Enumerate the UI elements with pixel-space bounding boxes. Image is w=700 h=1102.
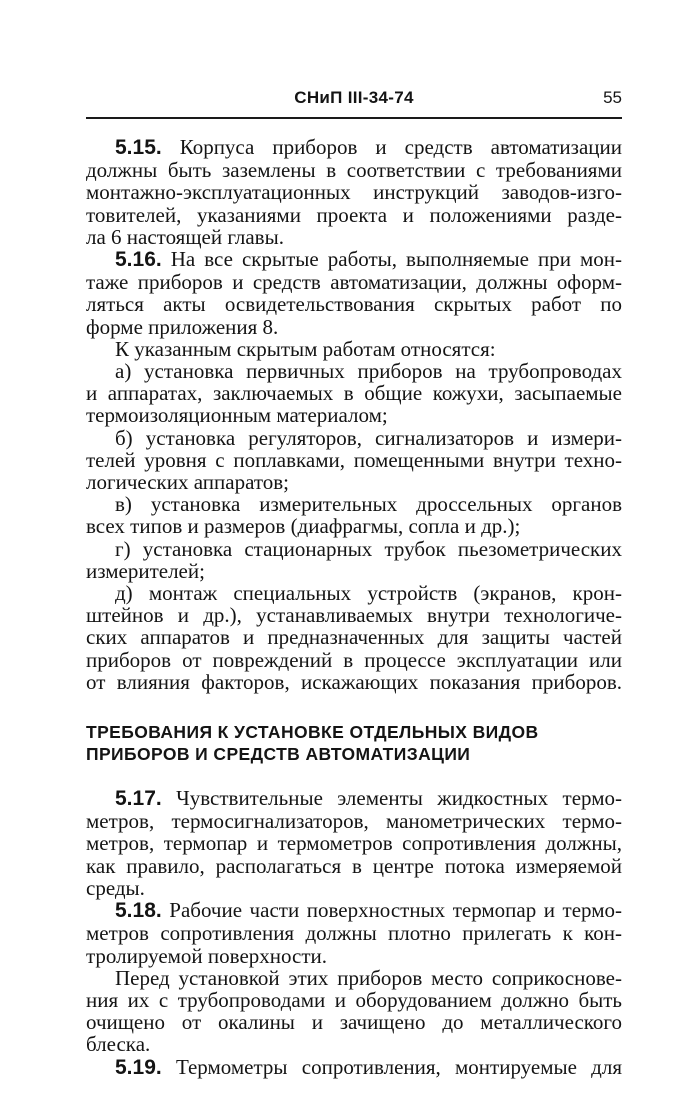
clause-number: 5.15. — [115, 136, 162, 159]
page-body — [86, 136, 622, 1079]
text-line: как правило, располагаться в центре потока измеряемой — [86, 853, 622, 878]
text-line: измерителей; — [86, 558, 205, 583]
list-item-d: д) монтаж специальных устройств (экранов, крон- — [115, 581, 622, 606]
list-item-v: в) установка измерительных дроссельных органов — [115, 492, 622, 517]
text-line: штейнов и др.), устанавливаемых внутри технологиче- — [86, 603, 622, 628]
clause-number: 5.19. — [115, 1055, 162, 1079]
text-line: Перед установкой этих приборов место соприкоснове- — [115, 965, 622, 990]
text-line: и аппаратах, заключаемых в общие кожухи, засыпаемые — [86, 381, 622, 406]
text-line: среды. — [86, 875, 145, 900]
text-span: Рабочие части поверхностных термопар и термо- — [169, 898, 623, 923]
text-line: метров, термосигнализаторов, манометрических термо- — [86, 809, 622, 834]
text-line — [86, 787, 622, 810]
text-line: очищено от окалины и зачищено до металлического — [86, 1010, 622, 1035]
text-line: всех типов и размеров (диафрагмы, сопла и др.); — [86, 514, 521, 539]
clause-number: 5.18. — [115, 899, 162, 923]
header-rule — [86, 117, 622, 119]
text-line: метров сопротивления должны плотно прилегать к кон- — [86, 921, 622, 946]
text-line: приборов от повреждений в процессе эксплуатации или — [86, 647, 622, 672]
text-line: товителей, указаниями проекта и положениями разде- — [86, 202, 622, 227]
page-header — [86, 88, 622, 114]
text-span: На все скрытые работы, выполняемые при мон- — [170, 247, 622, 272]
text-line: от влияния факторов, искажающих показания приборов. — [86, 669, 622, 694]
text-line: логических аппаратов; — [86, 470, 290, 495]
text-line — [86, 1056, 622, 1079]
clause-5-15 — [86, 136, 622, 248]
text-line: ния их с трубопроводами и оборудованием должно быть — [86, 987, 622, 1012]
text-line: метров, термопар и термометров сопротивления должны, — [86, 831, 622, 856]
text-span: Чувствительные элементы жидкостных термо- — [176, 786, 622, 811]
text-line: тролируемой поверхности. — [86, 943, 328, 968]
text-line: форме приложения 8. — [86, 314, 279, 339]
clause-5-17 — [86, 787, 622, 899]
clause-5-19 — [86, 1056, 622, 1079]
text-line — [86, 136, 622, 159]
text-line: ла 6 настоящей главы. — [86, 224, 284, 249]
list-item-g: г) установка стационарных трубок пьезометрических — [115, 536, 622, 561]
text-span: Корпуса приборов и средств автоматизации — [179, 135, 623, 159]
text-line: монтажно-эксплуатационных инструкций заводов-изго- — [86, 180, 622, 205]
text-line: термоизоляционным материалом; — [86, 403, 388, 428]
text-line: ляться акты освидетельствования скрытых работ по — [86, 292, 622, 317]
section-heading-line: ПРИБОРОВ И СРЕДСТВ АВТОМАТИЗАЦИИ — [86, 744, 471, 765]
list-item-a: а) установка первичных приборов на трубопроводах — [115, 359, 622, 384]
clause-5-16 — [86, 248, 622, 338]
section-heading-line: ТРЕБОВАНИЯ К УСТАНОВКЕ ОТДЕЛЬНЫХ ВИДОВ — [86, 722, 539, 743]
list-item-b: б) установка регуляторов, сигнализаторов и измери- — [115, 425, 622, 450]
running-title: СНиП III-34-74 — [294, 88, 414, 107]
hidden-works-list — [86, 338, 622, 693]
text-line: таже приборов и средств автоматизации, должны оформ- — [86, 270, 622, 295]
text-line — [86, 899, 622, 922]
section-heading — [86, 721, 622, 765]
text-line: телей уровня с поплавками, помещенными внутри техно- — [86, 447, 622, 472]
text-line: блеска. — [86, 1032, 151, 1057]
text-span: Термометры сопротивления, монтируемые для — [175, 1054, 622, 1079]
text-line: ских аппаратов и предназначенных для защиты частей — [86, 625, 622, 650]
page-number: 55 — [603, 88, 622, 107]
clause-number: 5.17. — [115, 787, 162, 811]
clause-number: 5.16. — [115, 248, 162, 272]
clause-5-18 — [86, 899, 622, 1055]
list-intro: К указанным скрытым работам относятся: — [115, 336, 496, 361]
text-line: должны быть заземлены в соответствии с требованиями — [86, 158, 622, 183]
text-line — [86, 248, 622, 271]
